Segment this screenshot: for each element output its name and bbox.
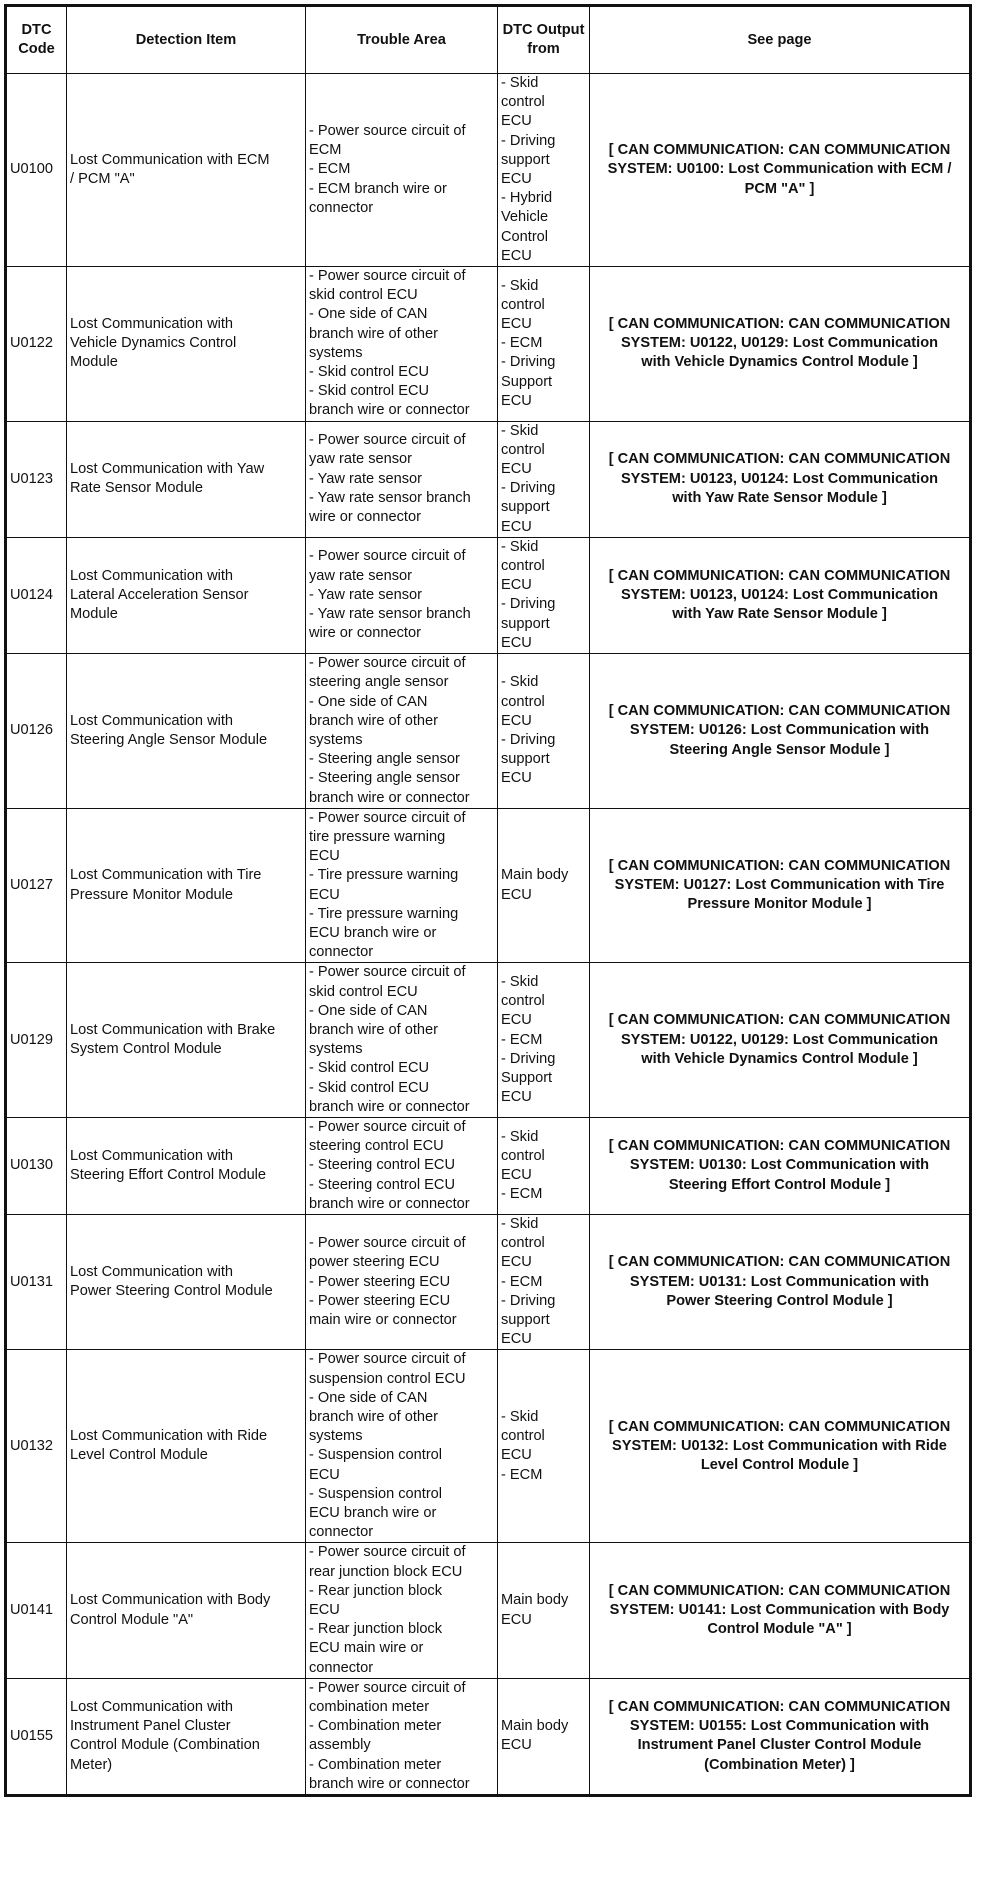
dtc-output-line: ECU [501,886,532,903]
dtc-code-cell: U0132 [6,1350,67,1543]
trouble-area-line: - One side of CAN [309,306,428,323]
see-page-link-line[interactable]: [ CAN COMMUNICATION: CAN COMMUNICATION [608,1012,951,1029]
dtc-code-cell: U0100 [6,74,67,267]
dtc-output-line: ECU [501,1012,532,1029]
detection-item-line: Lost Communication with ECM [70,151,270,168]
see-page-link-line[interactable]: with Vehicle Dynamics Control Module ] [641,354,918,371]
see-page-link-line[interactable]: SYSTEM: U0100: Lost Communication with ECM / [607,161,952,178]
see-page-link[interactable] [590,421,971,537]
trouble-area-line: - Steering angle sensor [309,770,460,787]
trouble-area-line: - Yaw rate sensor branch [309,489,471,506]
detection-item-line: Instrument Panel Cluster [70,1718,231,1735]
dtc-code-cell: U0155 [6,1678,67,1795]
see-page-link-line[interactable]: [ CAN COMMUNICATION: CAN COMMUNICATION [608,1699,951,1716]
trouble-area-line: - ECM branch wire or [309,180,447,197]
trouble-area-line: connector [309,944,374,961]
trouble-area-line: - Tire pressure warning [309,867,459,884]
dtc-output-line: ECU [501,316,532,333]
trouble-area-cell [306,654,498,809]
trouble-area-line: tire pressure warning [309,828,446,845]
see-page-link-line[interactable]: Instrument Panel Cluster Control Module [637,1737,922,1754]
dtc-output-cell [498,654,590,809]
dtc-output-line: Vehicle [501,209,549,226]
trouble-area-cell [306,421,498,537]
trouble-area-line: branch wire of other [309,1021,438,1038]
dtc-output-line: - Skid [501,422,539,439]
trouble-area-line: - Skid control ECU [309,1060,430,1077]
dtc-output-cell [498,1678,590,1795]
trouble-area-line: wire or connector [309,509,421,526]
trouble-area-line: connector [309,199,374,216]
trouble-area-line: ECU [309,848,340,865]
trouble-area-line: ECU branch wire or [309,924,437,941]
dtc-output-line: Support [501,1069,553,1086]
dtc-output-line: - ECM [501,1466,543,1483]
detection-item-line: Lost Communication with [70,1147,234,1164]
header-trouble-area: Trouble Area [306,6,498,74]
dtc-output-line: - Skid [501,1128,539,1145]
dtc-output-cell [498,537,590,653]
see-page-link-line[interactable]: Control Module "A" ] [707,1621,852,1638]
detection-item-line: System Control Module [70,1041,222,1058]
dtc-output-line: control [501,993,545,1010]
dtc-code-cell: U0127 [6,808,67,963]
dtc-output-line: ECU [501,113,532,130]
trouble-area-line: systems [309,1428,363,1445]
see-page-link[interactable] [590,1117,971,1214]
dtc-output-line: - Driving [501,480,556,497]
dtc-output-cell [498,1350,590,1543]
dtc-output-line: control [501,558,545,575]
trouble-area-line: branch wire or connector [309,1775,470,1792]
see-page-link-line[interactable]: [ CAN COMMUNICATION: CAN COMMUNICATION [608,1418,951,1435]
see-page-link-line[interactable]: SYSTEM: U0141: Lost Communication with Body [609,1602,950,1619]
detection-item-line: Rate Sensor Module [70,480,204,497]
dtc-output-line: - Hybrid [501,190,553,207]
dtc-output-line: ECU [501,247,532,264]
trouble-area-line: ECU branch wire or [309,1505,437,1522]
dtc-output-line: control [501,1235,545,1252]
see-page-link-line[interactable]: SYSTEM: U0126: Lost Communication with [629,722,930,739]
see-page-link-line[interactable]: PCM "A" ] [744,180,815,197]
trouble-area-line: - Skid control ECU [309,364,430,381]
trouble-area-cell [306,537,498,653]
trouble-area-line: - Rear junction block [309,1582,443,1599]
dtc-code-cell: U0122 [6,267,67,422]
detection-item-line: Vehicle Dynamics Control [70,335,237,352]
dtc-output-line: - Driving [501,1050,556,1067]
trouble-area-line: systems [309,1041,363,1058]
detection-item-line: Lost Communication with Yaw [70,461,265,478]
dtc-output-line: ECU [501,1447,532,1464]
trouble-area-line: skid control ECU [309,287,418,304]
table-row [6,267,971,422]
trouble-area-line: skid control ECU [309,983,418,1000]
dtc-output-line: ECU [501,392,532,409]
trouble-area-line: systems [309,344,363,361]
trouble-area-line: - Power source circuit of [309,1679,466,1696]
see-page-link[interactable] [590,267,971,422]
detection-item-line: / PCM "A" [70,171,135,188]
header-detection-item: Detection Item [67,6,306,74]
trouble-area-line: - Skid control ECU [309,383,430,400]
see-page-link-line[interactable]: [ CAN COMMUNICATION: CAN COMMUNICATION [608,142,951,159]
dtc-output-line: control [501,94,545,111]
trouble-area-line: connector [309,1524,374,1541]
dtc-output-line: ECU [501,1089,532,1106]
trouble-area-line: steering control ECU [309,1138,444,1155]
trouble-area-line: - One side of CAN [309,693,428,710]
see-page-link-line[interactable]: [ CAN COMMUNICATION: CAN COMMUNICATION [608,1254,951,1271]
detection-item-cell [67,421,306,537]
see-page-link-line[interactable]: [ CAN COMMUNICATION: CAN COMMUNICATION [608,857,951,874]
see-page-link-line[interactable]: SYSTEM: U0130: Lost Communication with [629,1157,930,1174]
dtc-output-line: ECU [501,770,532,787]
header-dtc-code: DTC Code [6,6,67,74]
detection-item-line: Lost Communication with Body [70,1592,271,1609]
dtc-output-line: ECU [501,518,532,535]
trouble-area-line: - ECM [309,161,351,178]
trouble-area-line: wire or connector [309,625,421,642]
dtc-output-line: - Skid [501,75,539,91]
trouble-area-line: - Power source circuit of [309,432,466,449]
detection-item-cell [67,1678,306,1795]
dtc-output-cell [498,267,590,422]
detection-item-cell [67,1117,306,1214]
see-page-link-line[interactable]: Pressure Monitor Module ] [687,896,872,913]
trouble-area-line: branch wire or connector [309,1098,470,1115]
trouble-area-cell [306,74,498,267]
detection-item-cell [67,537,306,653]
trouble-area-line: - Combination meter [309,1718,442,1735]
trouble-area-line: yaw rate sensor [309,567,413,584]
trouble-area-line: - Power source circuit of [309,964,466,981]
dtc-output-line: ECU [501,171,532,188]
see-page-link[interactable] [590,1350,971,1543]
trouble-area-line: - Suspension control [309,1447,443,1464]
detection-item-cell [67,1214,306,1349]
detection-item-line: Pressure Monitor Module [70,886,234,903]
trouble-area-cell [306,267,498,422]
see-page-link[interactable] [590,654,971,809]
see-page-link-line[interactable]: Power Steering Control Module ] [666,1292,893,1309]
detection-item-line: Meter) [70,1756,113,1773]
detection-item-cell [67,963,306,1118]
table-row [6,808,971,963]
detection-item-line: Lost Communication with [70,1699,234,1716]
see-page-link-line[interactable]: SYSTEM: U0122, U0129: Lost Communication [620,1031,939,1048]
detection-item-cell [67,654,306,809]
dtc-output-line: control [501,693,545,710]
trouble-area-cell [306,1350,498,1543]
table-row [6,1678,971,1795]
dtc-output-line: - Skid [501,277,539,294]
dtc-output-line: Support [501,373,553,390]
dtc-output-cell [498,421,590,537]
trouble-area-line: steering angle sensor [309,674,449,691]
table-body [6,74,971,1796]
dtc-output-line: Control [501,228,549,245]
table-row [6,537,971,653]
dtc-output-line: - ECM [501,1273,543,1290]
trouble-area-line: branch wire or connector [309,1195,470,1212]
dtc-output-line: ECU [501,461,532,478]
see-page-link-line[interactable]: [ CAN COMMUNICATION: CAN COMMUNICATION [608,1582,951,1599]
trouble-area-line: - Steering control ECU [309,1157,455,1174]
see-page-link[interactable] [590,808,971,963]
dtc-output-line: - Driving [501,596,556,613]
trouble-area-line: ECU [309,1466,340,1483]
dtc-output-line: control [501,296,545,313]
dtc-output-cell [498,1543,590,1678]
dtc-output-line: - Driving [501,354,556,371]
trouble-area-line: branch wire or connector [309,789,470,806]
dtc-output-line: - Skid [501,973,539,990]
see-page-link-line[interactable]: SYSTEM: U0155: Lost Communication with [629,1718,930,1735]
dtc-output-line: - Driving [501,731,556,748]
dtc-code-cell: U0129 [6,963,67,1118]
trouble-area-line: assembly [309,1737,371,1754]
trouble-area-cell [306,963,498,1118]
dtc-code-cell: U0126 [6,654,67,809]
dtc-output-line: ECU [501,1254,532,1271]
trouble-area-line: - Power source circuit of [309,809,466,826]
detection-item-line: Steering Effort Control Module [70,1166,267,1183]
see-page-link[interactable] [590,1543,971,1678]
trouble-area-cell [306,808,498,963]
see-page-link-line[interactable]: with Yaw Rate Sensor Module ] [672,489,887,506]
see-page-link-line[interactable]: Level Control Module ] [700,1457,859,1474]
table-row [6,421,971,537]
detection-item-line: Lost Communication with [70,567,234,584]
table-row [6,963,971,1118]
dtc-output-line: control [501,441,545,458]
see-page-link[interactable] [590,963,971,1118]
table-row [6,74,971,267]
detection-item-line: Lost Communication with Brake [70,1021,276,1038]
table-row [6,654,971,809]
see-page-link[interactable] [590,1678,971,1795]
see-page-link-line[interactable]: [ CAN COMMUNICATION: CAN COMMUNICATION [608,703,951,720]
trouble-area-line: combination meter [309,1699,430,1716]
see-page-link-line[interactable]: [ CAN COMMUNICATION: CAN COMMUNICATION [608,451,951,468]
see-page-link-line[interactable]: [ CAN COMMUNICATION: CAN COMMUNICATION [608,316,951,333]
trouble-area-line: ECU [309,1602,340,1619]
dtc-output-line: control [501,1428,545,1445]
dtc-output-line: ECU [501,634,532,651]
dtc-output-line: Main body [501,1592,569,1609]
see-page-link-line[interactable]: with Yaw Rate Sensor Module ] [672,606,887,623]
see-page-link-line[interactable]: SYSTEM: U0123, U0124: Lost Communication [620,470,939,487]
detection-item-line: Lateral Acceleration Sensor [70,586,249,603]
dtc-code-cell: U0130 [6,1117,67,1214]
trouble-area-line: branch wire of other [309,325,438,342]
trouble-area-line: - Tire pressure warning [309,905,459,922]
dtc-output-line: Main body [501,1718,569,1735]
header-dtc-output-from: DTC Output from [498,6,590,74]
detection-item-line: Lost Communication with [70,316,234,333]
trouble-area-line: systems [309,731,363,748]
trouble-area-line: - Combination meter [309,1756,442,1773]
detection-item-cell [67,267,306,422]
trouble-area-cell [306,1117,498,1214]
detection-item-line: Module [70,354,118,371]
trouble-area-line: - Power source circuit of [309,655,466,672]
detection-item-line: Control Module (Combination [70,1737,260,1754]
trouble-area-line: branch wire of other [309,1409,438,1426]
trouble-area-cell [306,1678,498,1795]
trouble-area-line: - Power source circuit of [309,548,466,565]
dtc-code-cell: U0123 [6,421,67,537]
dtc-output-line: ECU [501,1611,532,1628]
dtc-output-line: support [501,1312,550,1328]
trouble-area-line: - Yaw rate sensor [309,470,423,487]
dtc-output-line: ECU [501,1737,532,1754]
dtc-output-line: - Driving [501,1292,556,1309]
detection-item-line: Lost Communication with [70,1263,234,1280]
dtc-output-line: support [501,615,550,632]
see-page-link[interactable] [590,537,971,653]
trouble-area-cell [306,1214,498,1349]
detection-item-line: Lost Communication with [70,712,234,729]
detection-item-line: Lost Communication with Tire [70,867,262,884]
trouble-area-line: ECM [309,142,342,159]
trouble-area-line: - Power source circuit of [309,1351,466,1368]
dtc-output-line: ECU [501,577,532,594]
trouble-area-line: - One side of CAN [309,1002,428,1019]
trouble-area-line: connector [309,1659,374,1676]
see-page-link-line[interactable]: [ CAN COMMUNICATION: CAN COMMUNICATION [608,567,951,584]
dtc-output-line: - Skid [501,1215,539,1232]
see-page-link-line[interactable]: SYSTEM: U0123, U0124: Lost Communication [620,586,939,603]
dtc-output-line: ECU [501,1331,532,1348]
trouble-area-line: rear junction block ECU [309,1563,463,1580]
header-row [6,6,971,74]
see-page-link[interactable] [590,74,971,267]
detection-item-cell [67,1350,306,1543]
see-page-link-line[interactable]: SYSTEM: U0131: Lost Communication with [629,1273,930,1290]
dtc-code-cell: U0124 [6,537,67,653]
see-page-link-line[interactable]: with Vehicle Dynamics Control Module ] [641,1050,918,1067]
detection-item-line: Lost Communication with Ride [70,1428,268,1445]
trouble-area-line: ECU [309,886,340,903]
trouble-area-line: - Rear junction block [309,1621,443,1638]
dtc-output-line: ECU [501,712,532,729]
trouble-area-line: branch wire or connector [309,402,470,419]
detection-item-line: Steering Angle Sensor Module [70,731,268,748]
dtc-output-line: - Driving [501,132,556,149]
trouble-area-line: - Power steering ECU [309,1292,451,1309]
trouble-area-line: - Power source circuit of [309,1544,466,1561]
dtc-output-line: - ECM [501,335,543,352]
trouble-area-cell [306,1543,498,1678]
header-see-page: See page [590,6,971,74]
dtc-output-line: control [501,1147,545,1164]
dtc-code-cell: U0131 [6,1214,67,1349]
table-row [6,1214,971,1349]
trouble-area-line: - One side of CAN [309,1389,428,1406]
dtc-output-cell [498,1117,590,1214]
trouble-area-line: - Steering angle sensor [309,751,460,768]
trouble-area-line: - Steering control ECU [309,1176,455,1193]
trouble-area-line: main wire or connector [309,1312,457,1328]
detection-item-line: Module [70,606,118,623]
dtc-output-line: Main body [501,867,569,884]
detection-item-cell [67,1543,306,1678]
see-page-link-line[interactable]: SYSTEM: U0132: Lost Communication with Ride [612,1437,947,1454]
see-page-link-line[interactable]: SYSTEM: U0122, U0129: Lost Communication [620,335,939,352]
trouble-area-line: - Power source circuit of [309,268,466,285]
trouble-area-line: suspension control ECU [309,1370,466,1387]
dtc-output-line: - Skid [501,538,539,555]
table-row [6,1117,971,1214]
detection-item-cell [67,74,306,267]
dtc-output-cell [498,1214,590,1349]
dtc-output-line: - ECM [501,1031,543,1048]
dtc-output-cell [498,808,590,963]
dtc-output-line: support [501,499,550,516]
see-page-link-line[interactable]: Steering Angle Sensor Module ] [669,741,890,758]
see-page-link[interactable] [590,1214,971,1349]
trouble-area-line: - Yaw rate sensor [309,586,423,603]
table-header [6,6,971,74]
dtc-code-cell: U0141 [6,1543,67,1678]
trouble-area-line: - Power source circuit of [309,1118,466,1135]
trouble-area-line: power steering ECU [309,1254,440,1271]
trouble-area-line: ECU main wire or [309,1640,424,1657]
dtc-output-cell [498,74,590,267]
see-page-link-line[interactable]: [ CAN COMMUNICATION: CAN COMMUNICATION [608,1138,951,1155]
dtc-output-line: support [501,751,550,768]
dtc-output-line: ECU [501,1166,532,1183]
trouble-area-line: - Yaw rate sensor branch [309,606,471,623]
dtc-output-line: - Skid [501,674,539,691]
see-page-link-line[interactable]: SYSTEM: U0127: Lost Communication with Tire [614,876,945,893]
dtc-output-line: - Skid [501,1409,539,1426]
table-row [6,1350,971,1543]
dtc-output-line: - ECM [501,1186,543,1203]
detection-item-line: Control Module "A" [70,1611,194,1628]
detection-item-line: Level Control Module [70,1447,208,1464]
table-row [6,1543,971,1678]
see-page-link-line[interactable]: Steering Effort Control Module ] [668,1176,891,1193]
trouble-area-line: branch wire of other [309,712,438,729]
see-page-link-line[interactable]: (Combination Meter) ] [704,1756,855,1773]
detection-item-cell [67,808,306,963]
trouble-area-line: - Power source circuit of [309,123,466,139]
dtc-table [4,4,972,1797]
trouble-area-line: yaw rate sensor [309,451,413,468]
dtc-table-container [4,4,972,1797]
trouble-area-line: - Power source circuit of [309,1235,466,1252]
dtc-output-cell [498,963,590,1118]
dtc-output-line: support [501,151,550,168]
trouble-area-line: - Skid control ECU [309,1079,430,1096]
trouble-area-line: - Suspension control [309,1485,443,1502]
detection-item-line: Power Steering Control Module [70,1283,273,1300]
trouble-area-line: - Power steering ECU [309,1273,451,1290]
